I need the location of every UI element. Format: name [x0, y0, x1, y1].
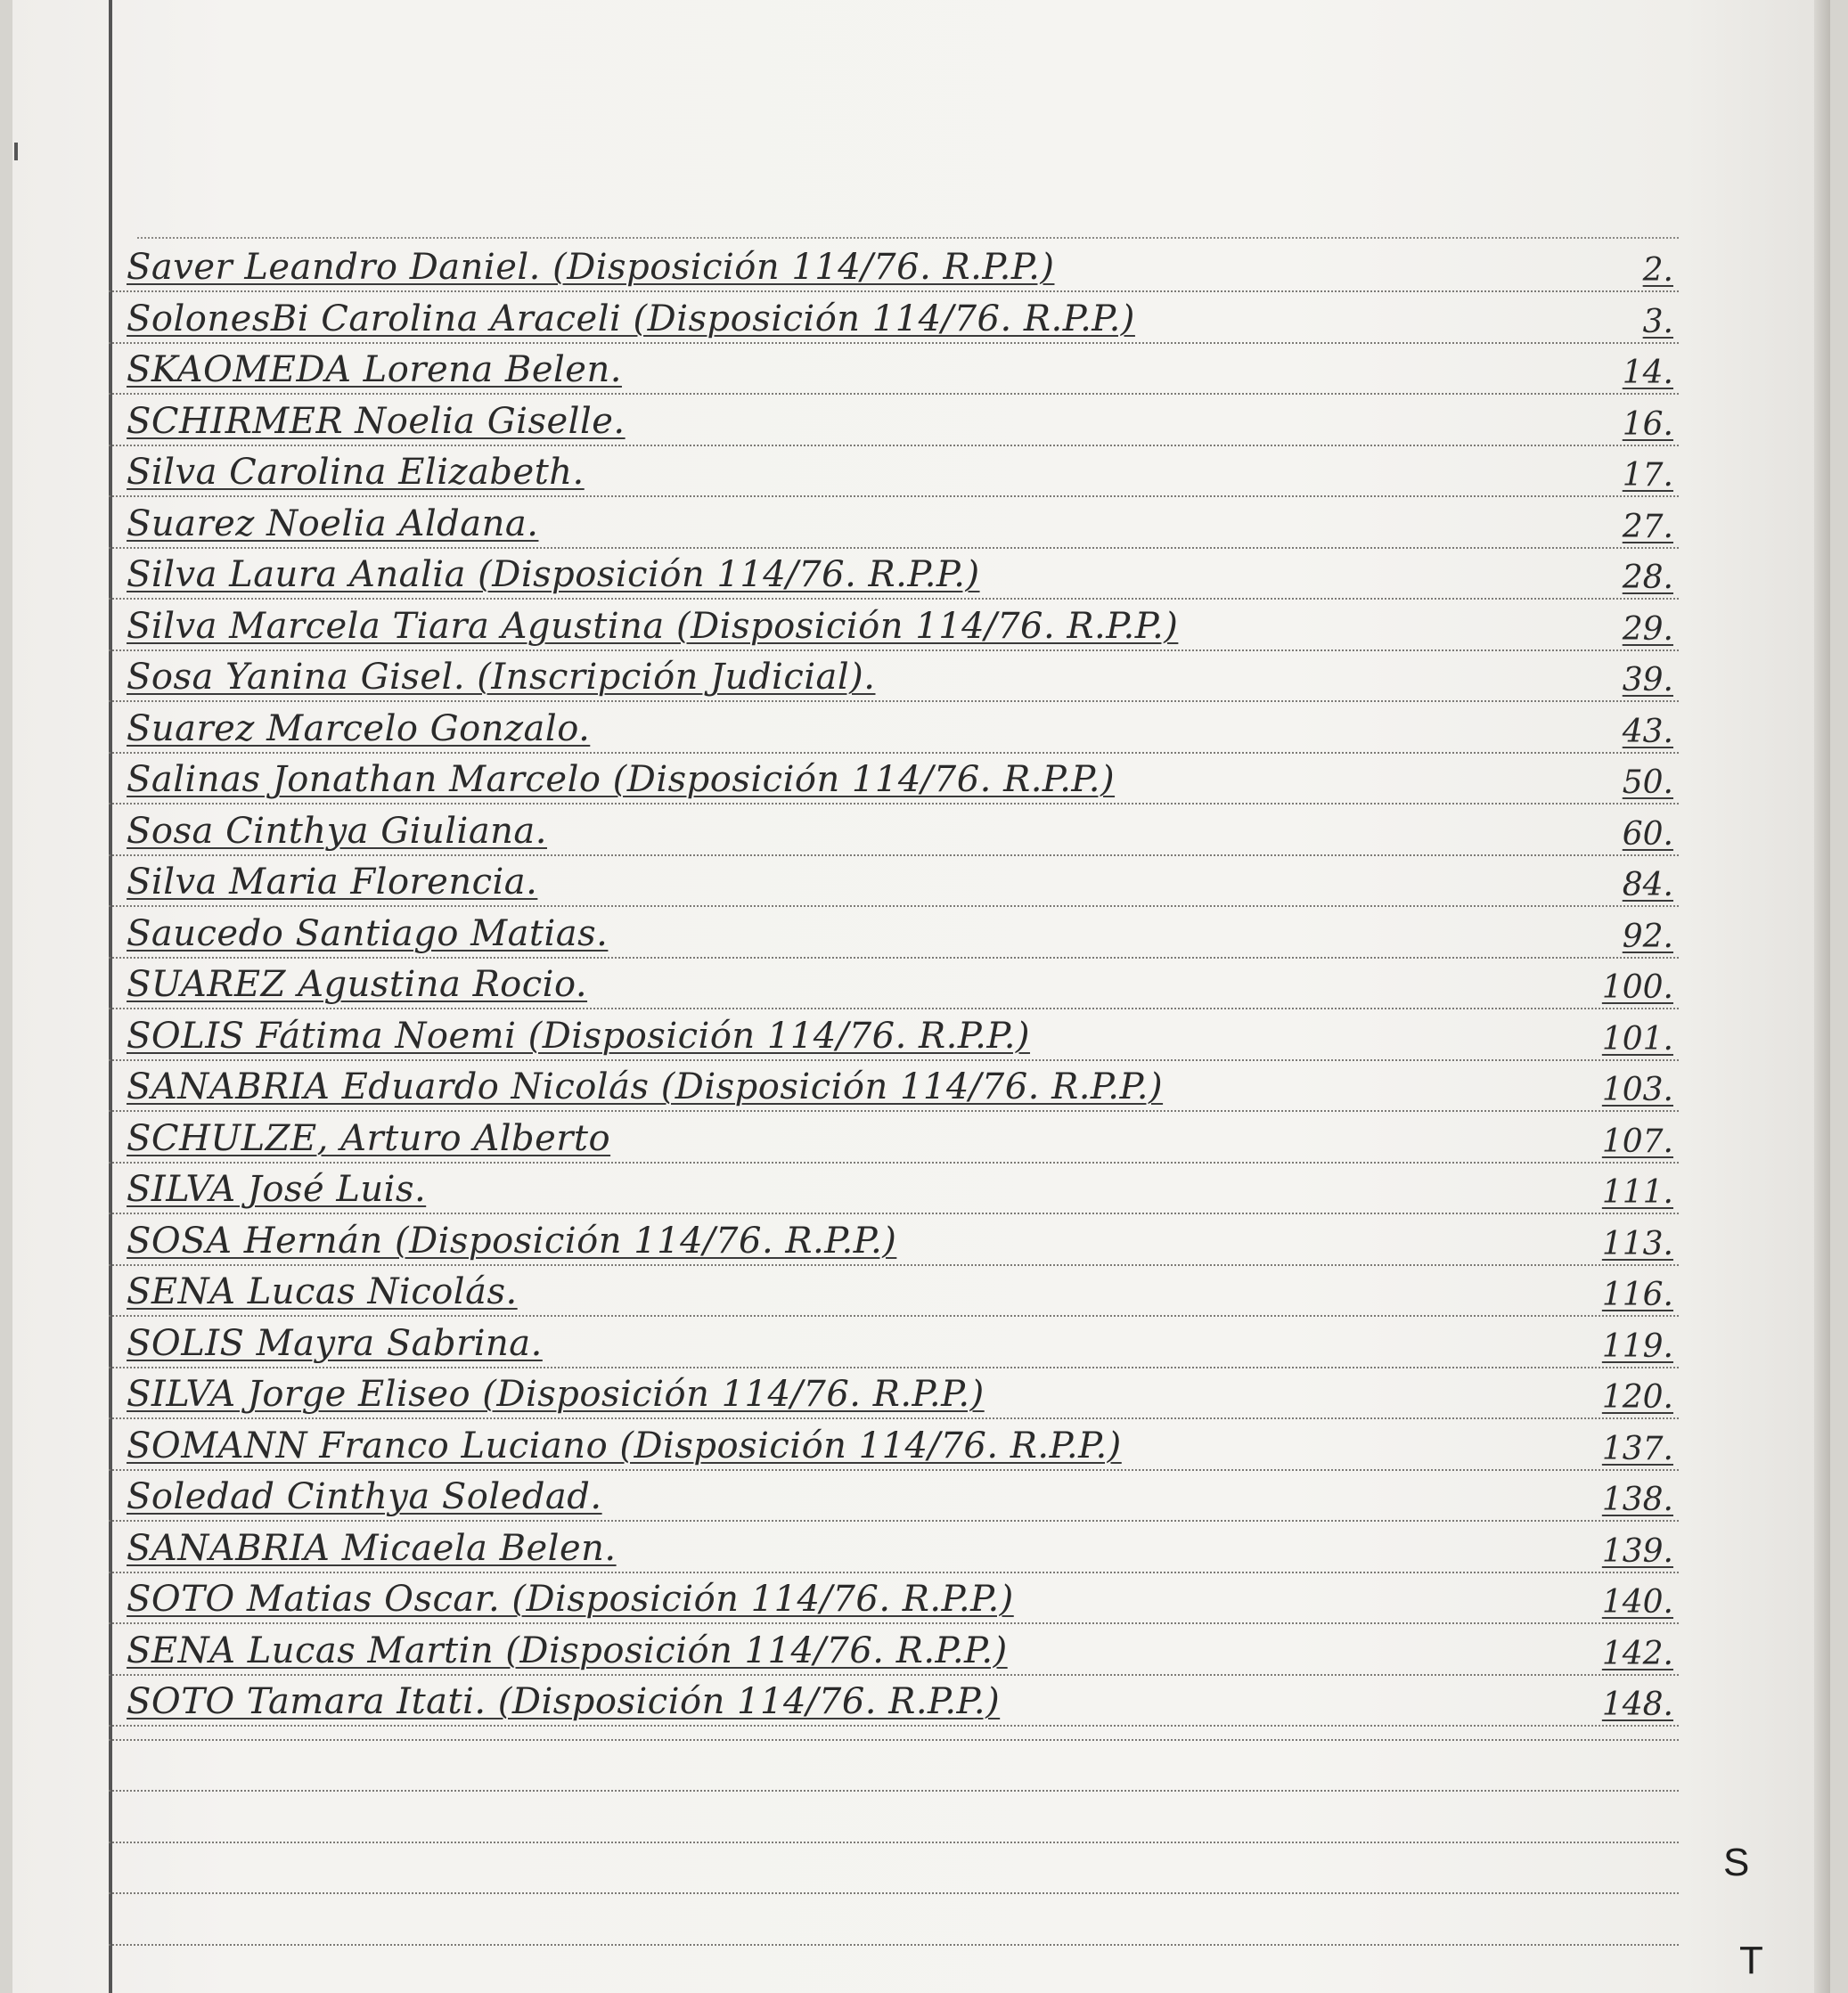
entry-name: SOTO Tamara Itati. (Disposición 114/76. R.P.P.): [127, 1681, 1001, 1722]
entry-name: Sosa Yanina Gisel. (Inscripción Judicial).: [127, 657, 876, 698]
index-entry: [109, 447, 1679, 497]
entry-name: Salinas Jonathan Marcelo (Disposición 114/76. R.P.P.): [127, 759, 1116, 800]
index-entry: [109, 396, 1679, 446]
index-entry: [109, 499, 1679, 549]
entry-name: Silva Carolina Elizabeth.: [127, 452, 585, 493]
entry-name: Saucedo Santiago Matias.: [127, 912, 609, 954]
index-entry: [109, 242, 1679, 292]
entry-name: SOMANN Franco Luciano (Disposición 114/76. R.P.P.): [127, 1425, 1122, 1466]
entry-name: SOLIS Fátima Noemi (Disposición 114/76. R.P.P.): [127, 1015, 1031, 1057]
entry-page-number: 14.: [1622, 355, 1673, 391]
entry-page-number: 111.: [1601, 1174, 1673, 1211]
entry-page-number: 103.: [1601, 1072, 1673, 1108]
entry-name: Silva Maria Florencia.: [127, 862, 538, 903]
entry-name: SOSA Hernán (Disposición 114/76. R.P.P.): [127, 1220, 897, 1262]
blank-ruled-line: [109, 1891, 1679, 1894]
notebook-page: [12, 0, 1830, 1993]
entry-name: SCHULZE, Arturo Alberto: [127, 1117, 611, 1159]
entry-page-number: 120.: [1601, 1379, 1673, 1416]
entry-name: SANABRIA Micaela Belen.: [127, 1527, 617, 1569]
entry-page-number: 29.: [1622, 610, 1673, 648]
entry-page-number: 142.: [1601, 1635, 1673, 1672]
entry-page-number: 39.: [1622, 662, 1673, 698]
blank-ruled-line: [109, 1840, 1679, 1843]
index-entry: [109, 652, 1679, 702]
index-entry: [109, 1062, 1679, 1112]
blank-ruled-line: [109, 1737, 1679, 1741]
index-list: [12, 0, 1830, 1993]
index-entry: [109, 755, 1679, 805]
index-entry: [109, 909, 1679, 959]
index-entry: [109, 806, 1679, 856]
entry-page-number: 119.: [1601, 1327, 1673, 1365]
entry-name: SOTO Matias Oscar. (Disposición 114/76. R.P.P.): [127, 1579, 1014, 1620]
index-entry: [109, 1421, 1679, 1471]
entry-page-number: 148.: [1601, 1687, 1673, 1723]
index-entry: [109, 1267, 1679, 1317]
entry-name: Silva Marcela Tiara Agustina (Disposición 114/76. R.P.P.): [127, 605, 1179, 647]
index-entry: [109, 1472, 1679, 1522]
entry-page-number: 60.: [1622, 815, 1673, 853]
entry-page-number: 28.: [1622, 560, 1673, 596]
entry-name: SCHIRMER Noelia Giselle.: [127, 400, 626, 442]
index-entry: [109, 1523, 1679, 1573]
entry-page-number: 107.: [1601, 1123, 1673, 1160]
entry-name: SUAREZ Agustina Rocio.: [127, 964, 588, 1005]
index-entry: [109, 1216, 1679, 1266]
index-entry: [109, 1319, 1679, 1368]
index-entry: [109, 1164, 1679, 1214]
entry-page-number: 139.: [1601, 1532, 1673, 1570]
entry-page-number: 138.: [1601, 1482, 1673, 1518]
entry-name: SANABRIA Eduardo Nicolás (Disposición 114/76. R.P.P.): [127, 1066, 1164, 1107]
entry-page-number: 27.: [1622, 508, 1673, 545]
index-tab-letter-t: T: [1739, 1939, 1763, 1982]
index-entry: [109, 1677, 1679, 1727]
entry-name: SILVA Jorge Eliseo (Disposición 114/76. R.P.P.): [127, 1374, 985, 1415]
index-entry: [109, 1574, 1679, 1624]
index-entry: [109, 1369, 1679, 1419]
index-entry: [109, 1011, 1679, 1061]
index-entry: [109, 601, 1679, 651]
entry-name: Silva Laura Analia (Disposición 114/76. R.P.P.): [127, 554, 980, 595]
blank-ruled-line: [109, 1788, 1679, 1792]
entry-page-number: 100.: [1601, 969, 1673, 1006]
page-edge: [1814, 0, 1830, 1993]
blank-ruled-line: [109, 1942, 1679, 1946]
entry-page-number: 137.: [1601, 1430, 1673, 1467]
entry-page-number: 84.: [1622, 867, 1673, 903]
entry-name: SILVA José Luis.: [127, 1169, 427, 1210]
entry-page-number: 101.: [1601, 1020, 1673, 1058]
entry-page-number: 43.: [1622, 713, 1673, 750]
index-entry: [109, 1114, 1679, 1164]
entry-page-number: 16.: [1622, 405, 1673, 443]
entry-name: Sosa Cinthya Giuliana.: [127, 810, 547, 852]
entry-name: SENA Lucas Nicolás.: [127, 1271, 518, 1312]
entry-name: SKAOMEDA Lorena Belen.: [127, 349, 622, 390]
entry-page-number: 92.: [1622, 918, 1673, 955]
index-entry: [109, 550, 1679, 600]
index-entry: [109, 704, 1679, 754]
index-entry: [109, 345, 1679, 395]
entry-name: SolonesBi Carolina Araceli (Disposición 114/76. R.P.P.): [127, 298, 1135, 339]
index-entry: [109, 857, 1679, 907]
entry-name: Suarez Noelia Aldana.: [127, 502, 539, 544]
entry-page-number: 17.: [1622, 457, 1673, 494]
entry-name: SENA Lucas Martin (Disposición 114/76. R.P.P.): [127, 1630, 1008, 1671]
index-entry: [109, 960, 1679, 1009]
entry-name: SOLIS Mayra Sabrina.: [127, 1322, 543, 1364]
entry-page-number: 2.: [1642, 252, 1673, 289]
entry-page-number: 50.: [1622, 764, 1673, 801]
entry-name: Soledad Cinthya Soledad.: [127, 1476, 602, 1517]
entry-name: Saver Leandro Daniel. (Disposición 114/76. R.P.P.): [127, 247, 1055, 288]
entry-name: Suarez Marcelo Gonzalo.: [127, 707, 591, 749]
entry-page-number: 140.: [1601, 1584, 1673, 1621]
index-entry: [109, 1626, 1679, 1676]
index-entry: [109, 294, 1679, 344]
index-tab-letter-s: S: [1723, 1841, 1750, 1884]
entry-page-number: 116.: [1601, 1277, 1673, 1313]
entry-page-number: 113.: [1601, 1225, 1673, 1262]
entry-page-number: 3.: [1642, 303, 1673, 340]
